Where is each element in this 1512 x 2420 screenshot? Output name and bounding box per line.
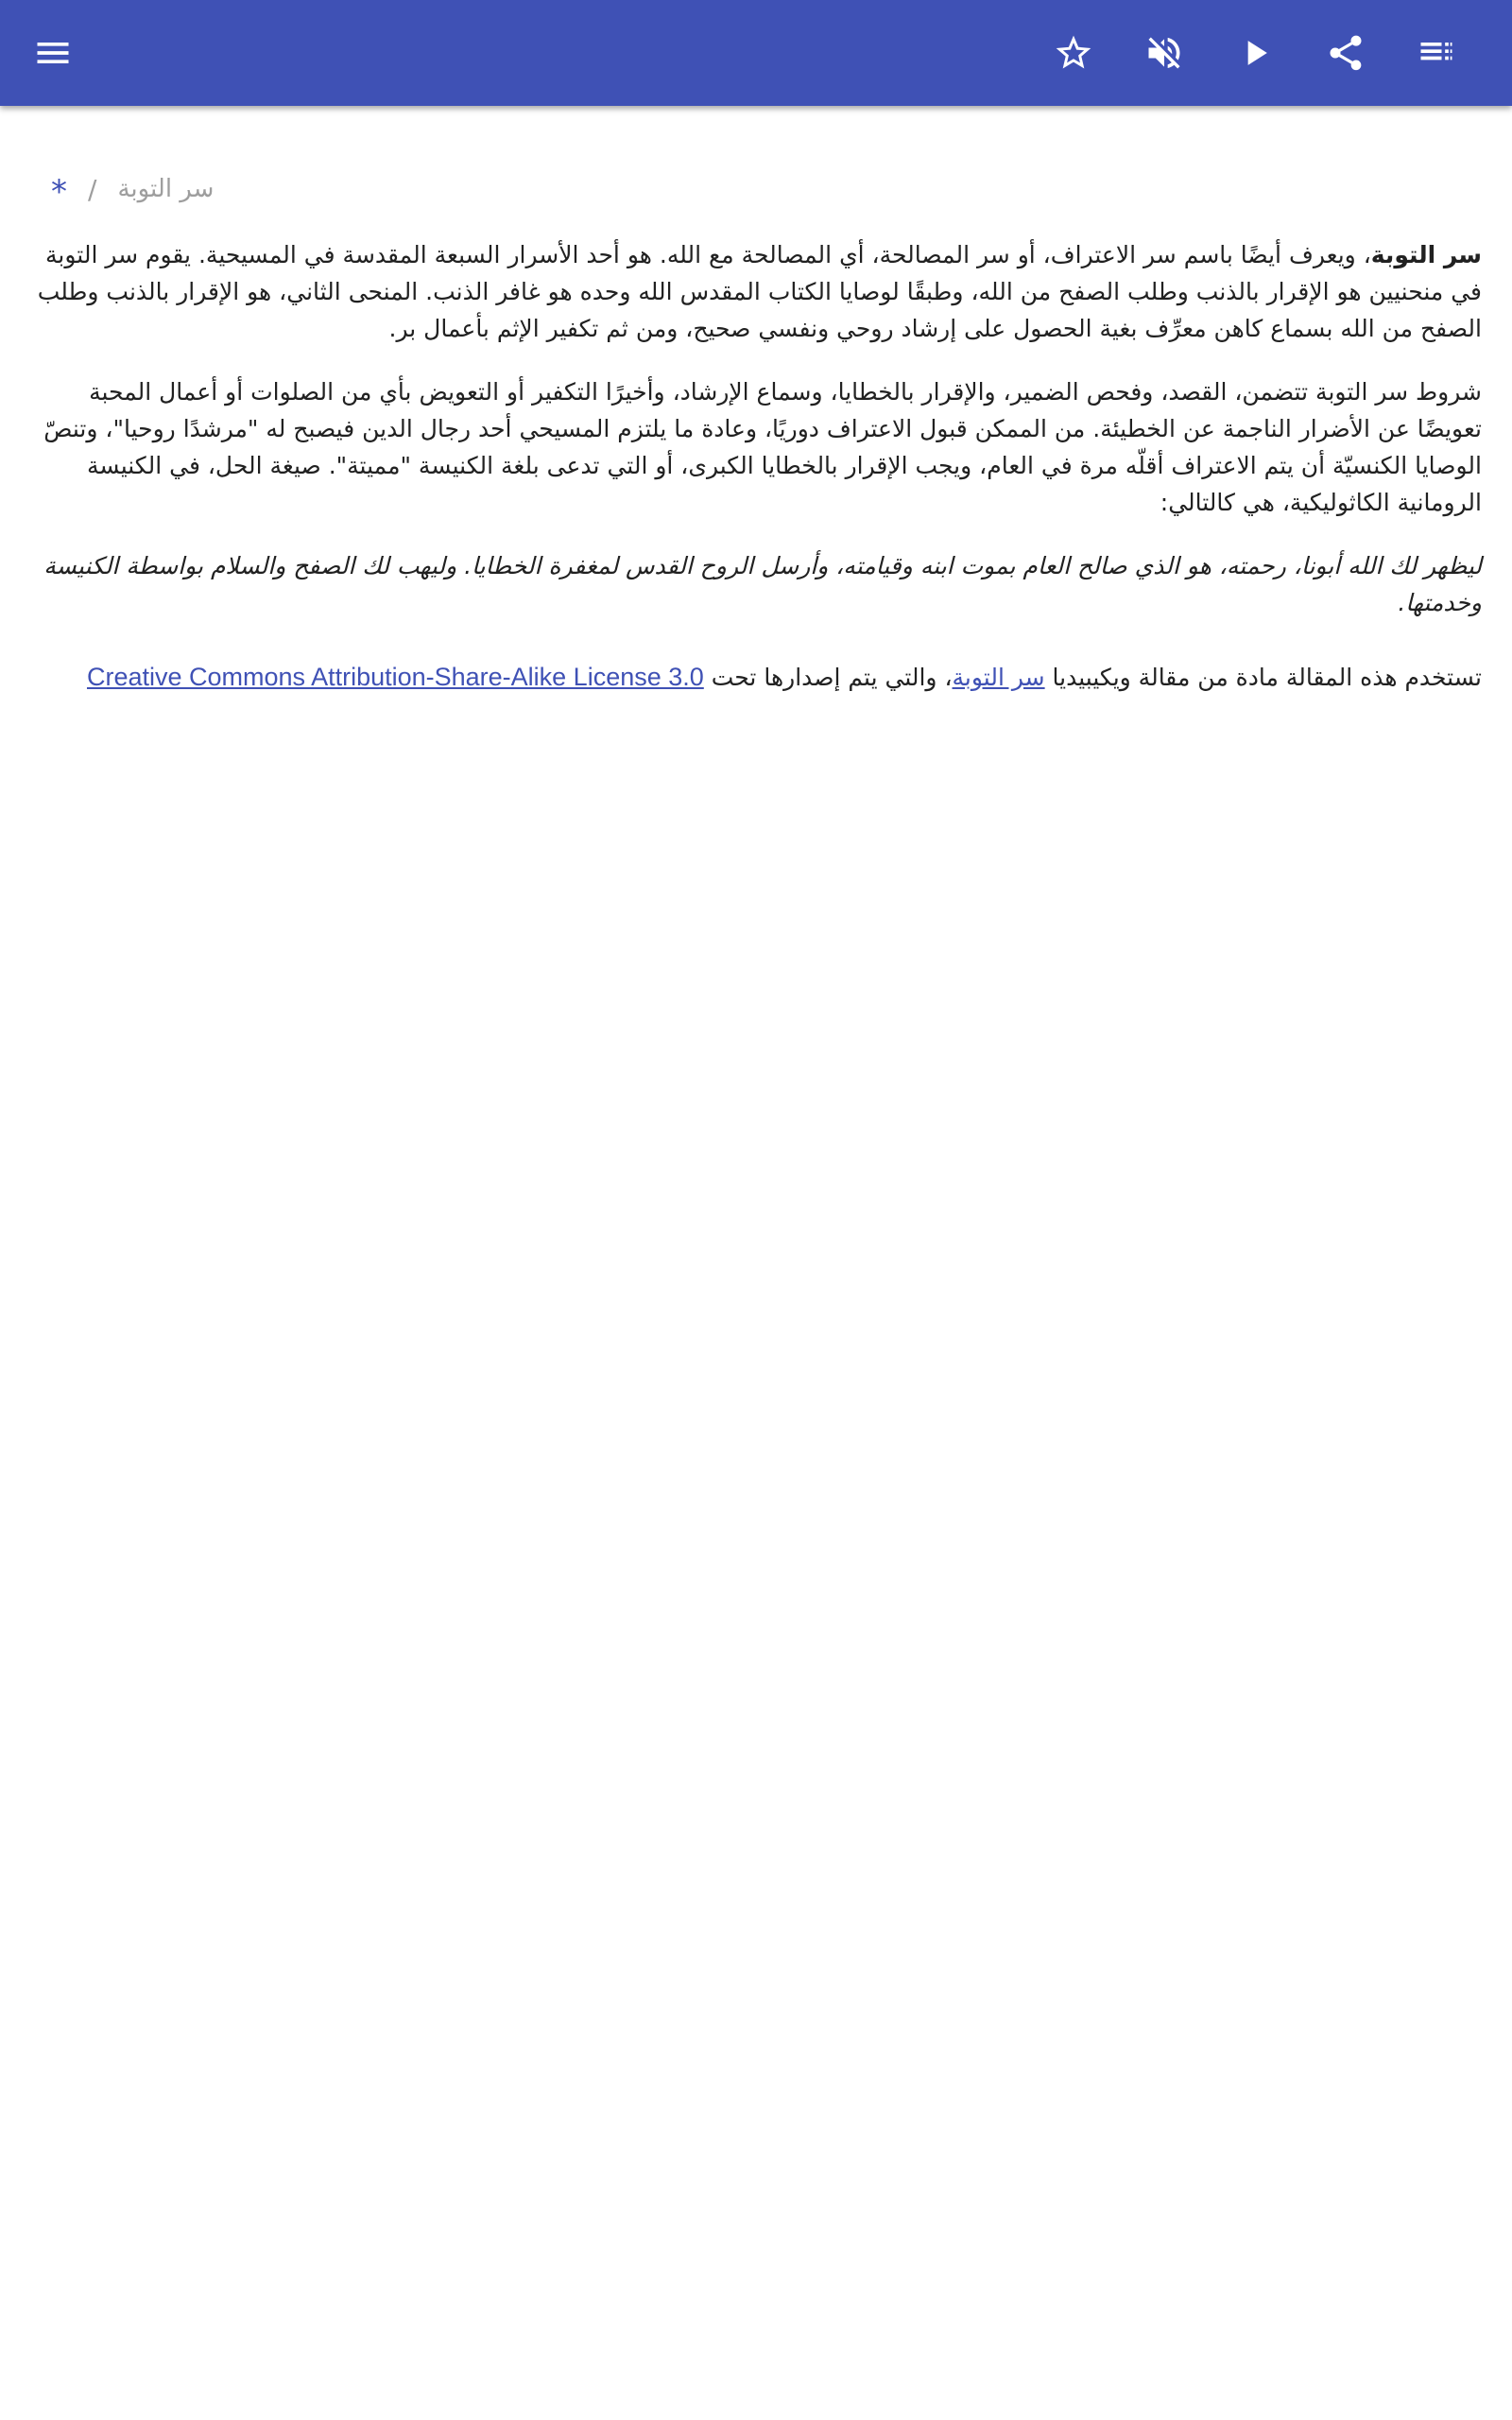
cc-license-link[interactable]: Creative Commons Attribution-Share-Alike License 3.0 <box>86 663 704 691</box>
volume-off-icon[interactable] <box>1132 21 1196 85</box>
breadcrumb-separator: / <box>88 173 97 205</box>
breadcrumb-current: سر التوبة <box>117 175 215 203</box>
license-middle: ، والتي يتم إصدارها تحت <box>703 664 953 691</box>
breadcrumb-home[interactable]: * <box>51 173 67 211</box>
wikipedia-article-link[interactable]: سر التوبة <box>952 664 1045 691</box>
intro-paragraph <box>30 236 1482 347</box>
app-toolbar <box>0 0 1512 106</box>
license-prefix: تستخدم هذه المقالة مادة من مقالة ويكيبيديا <box>1044 664 1482 691</box>
article-content <box>30 142 1482 722</box>
breadcrumb <box>30 142 1482 236</box>
play-icon[interactable] <box>1223 21 1287 85</box>
playlist-icon[interactable] <box>1404 21 1469 85</box>
star-outline-icon[interactable] <box>1041 21 1106 85</box>
article-title-term: سر التوبة <box>1370 241 1482 268</box>
share-icon[interactable] <box>1314 21 1378 85</box>
menu-icon[interactable] <box>21 21 85 85</box>
intro-text: ، ويعرف أيضًا باسم سر الاعتراف، أو سر المصالحة، أي المصالحة مع الله. هو أحد الأسرار السبعة المقدسة في المسيحية. يقوم سر التوبة في منحنيين هو الإقرار بالذنب وطلب الصفح من الله، وطبقًا لوصايا الكتاب المقدس الله وحده هو غافر الذنب. المنحى الثاني، هو الإقرار بالذنب وطلب الصفح من الله بسماع كاهن معرِّف بغية الحصول على إرشاد روحي ونفسي صحيح، ومن ثم تكفير الإثم بأعمال بر. <box>37 241 1482 342</box>
absolution-quote: ليظهر لك الله أبونا، رحمته، هو الذي صالح العام بموت ابنه وقيامته، وأرسل الروح القدس لمغفرة الخطايا. وليهب لك الصفح والسلام بواسطة الكنيسة وخدمتها. <box>43 552 1482 616</box>
conditions-paragraph: شروط سر التوبة تتضمن، القصد، وفحص الضمير، والإقرار بالخطايا، وسماع الإرشاد، وأخيرًا التكفير أو التعويض بأي من الصلوات أو أعمال المحبة تعويضًا عن الأضرار الناجمة عن الخطيئة. من الممكن قبول الاعتراف دوريًا، وعادة ما يلتزم المسيحي أحد رجال الدين فيصبح له "مرشدًا روحيا"، وتنصّ الوصايا الكنسيّة أن يتم الاعتراف أقلّه مرة في العام، ويجب الإقرار بالخطايا الكبرى، أو التي تدعى بلغة الكنيسة "مميتة". صيغة الحل، في الكنيسة الرومانية الكاثوليكية، هي كالتالي: <box>43 378 1482 516</box>
license-notice <box>30 659 1482 696</box>
